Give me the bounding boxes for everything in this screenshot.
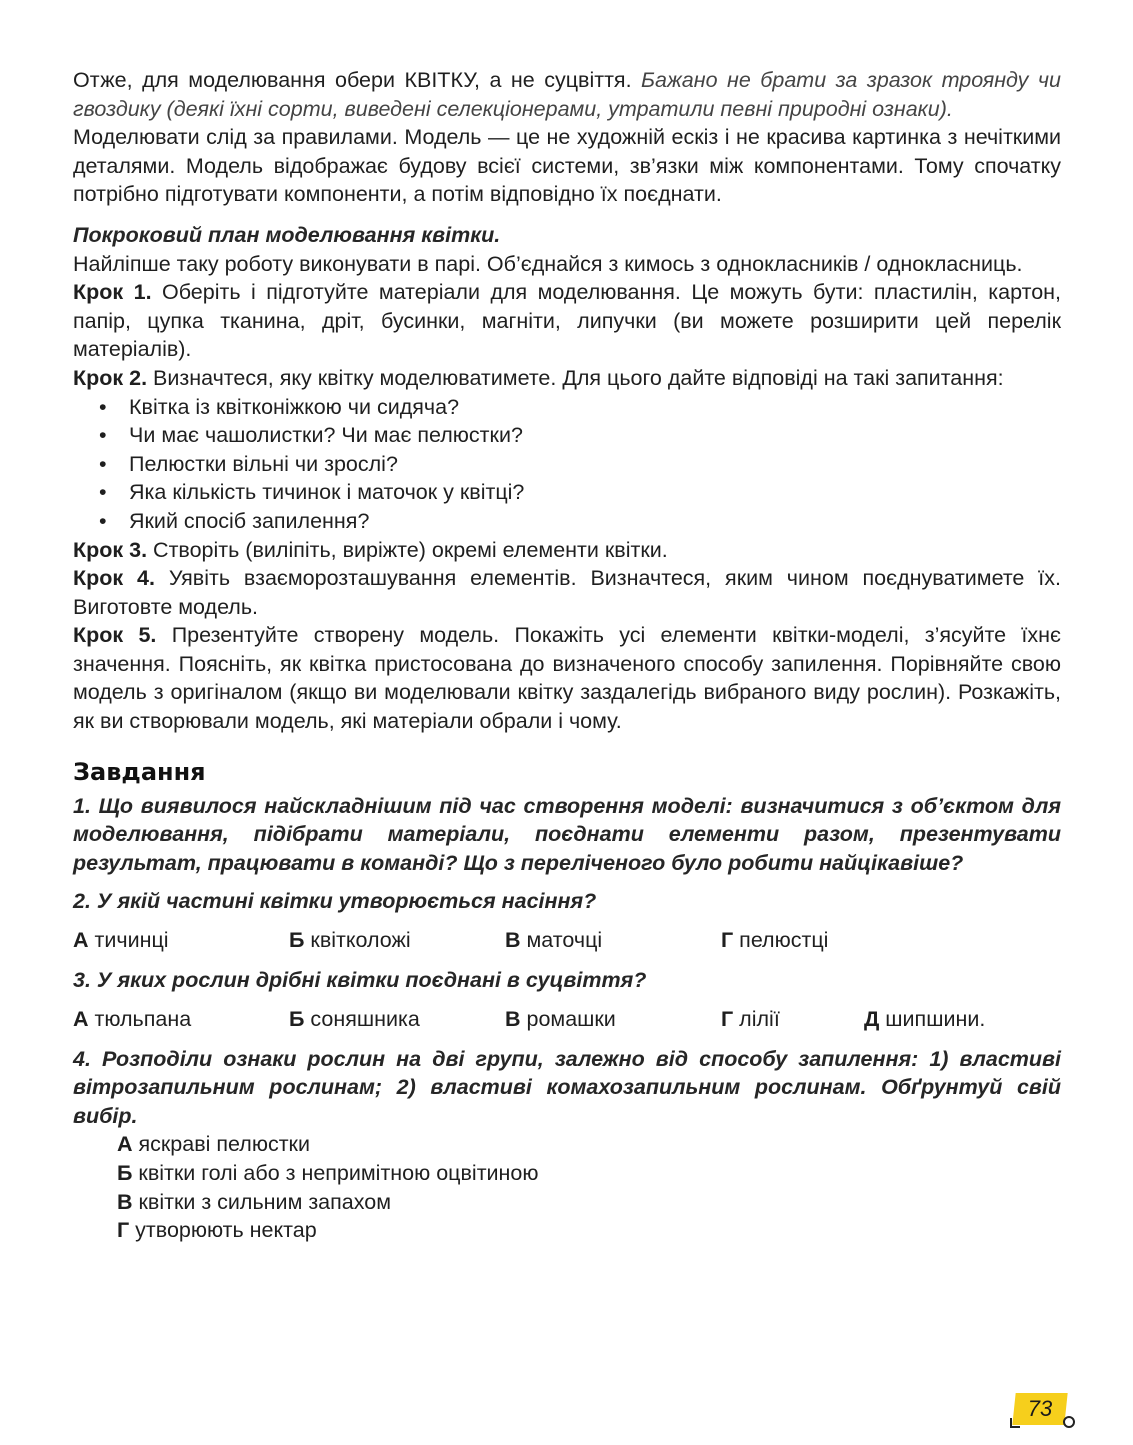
list-item: • Квітка із квітконіжкою чи сидяча?: [99, 393, 1061, 422]
step-2: [73, 364, 1061, 393]
answer-option: А яскраві пелюстки: [117, 1132, 310, 1157]
task-2: 2. У якій частині квітки утворюється насіння?: [73, 889, 597, 914]
step-5: [73, 621, 1061, 735]
step-3: [73, 536, 1061, 565]
page-number-badge: [1012, 1393, 1067, 1425]
list-item: • Пелюстки вільні чи зрослі?: [99, 450, 1061, 479]
page-content: [73, 66, 1061, 1245]
step-4-label: Крок 4.: [73, 566, 155, 591]
step-4-text: Уявіть взаєморозташування елементів. Визначтеся, яким чином поєднуватимете їх. Виготовте модель.: [73, 566, 1061, 619]
tasks-heading: Завдання: [73, 757, 206, 786]
plan-intro: Найліпше таку роботу виконувати в парі. Об’єднайся з кимось з однокласників / однокласниць.: [73, 251, 1023, 276]
task-1: 1. Що виявилося найскладнішим під час створення моделі: визначитися з об’єктом для моделювання, підібрати матеріали, поєднати елементи разом, презентувати результат, працювати в команді? Що з переліченого було робити найцікавіше?: [73, 793, 1061, 875]
modeling-rules-paragraph: Моделювати слід за правилами. Модель — це не художній ескіз і не красива картинка з нечіткими деталями. Модель відображає будову всієї системи, зв’язки між компонентами. Тому спочатку потрібно підготувати компоненти, а потім відповідно їх поєднати.: [73, 125, 1061, 207]
list-item: • Який спосіб запилення?: [99, 507, 1061, 536]
task-3: 3. У яких рослин дрібні квітки поєднані в суцвіття?: [73, 968, 647, 993]
answer-option: Д шипшини.: [864, 1006, 986, 1031]
answer-option: В ромашки: [505, 1006, 616, 1031]
step-2-text: Визначтеся, яку квітку моделюватимете. Для цього дайте відповіді на такі запитання:: [147, 365, 1004, 390]
task-3-options: [73, 1005, 1061, 1035]
answer-option: Б квітки голі або з непримітною оцвітиною: [117, 1161, 539, 1185]
intro-text: Отже, для моделювання обери КВІТКУ, а не суцвіття.: [73, 68, 642, 92]
task-2-options: [73, 926, 1061, 956]
answer-option: Б квітколожі: [289, 928, 411, 953]
step-1: [73, 278, 1061, 364]
answer-option: А тичинці: [73, 928, 169, 953]
step-3-label: Крок 3.: [73, 537, 148, 562]
step-1-text: Оберіть і підготуйте матеріали для моделювання. Це можуть бути: пластилін, картон, папір, цупка тканина, дріт, бусинки, магніти, липучки (ви можете розширити цей перелік матеріалів).: [73, 280, 1061, 362]
plan-heading: Покроковий план моделювання квітки.: [73, 222, 501, 247]
answer-option: В квітки з сильним запахом: [117, 1189, 391, 1214]
answer-option: А тюльпана: [73, 1006, 192, 1031]
step-3-text: Створіть (виліпіть, виріжте) окремі елементи квітки.: [147, 537, 668, 562]
step-5-text: Презентуйте створену модель. Покажіть усі елементи квітки-моделі, з’ясуйте їхнє значення. Поясніть, як квітка пристосована до визначеного способу запилення. Порівняйте свою модель з оригіналом (якщо ви моделювали квітку заздалегідь вибраного виду рослин). Розкажіть, як ви створювали модель, які матеріали обрали і чому.: [73, 623, 1062, 734]
step-1-label: Крок 1.: [73, 280, 152, 305]
step-4: [73, 564, 1061, 621]
list-item: • Чи має чашолистки? Чи має пелюстки?: [99, 421, 1061, 450]
answer-option: Г пелюстці: [721, 928, 829, 953]
answer-option: Г утворюють нектар: [117, 1218, 317, 1243]
step-5-label: Крок 5.: [73, 623, 157, 648]
circle-mark-icon: [1063, 1416, 1075, 1428]
question-list: [73, 393, 1061, 536]
step-2-label: Крок 2.: [73, 365, 148, 390]
page-number: 73: [1027, 1396, 1053, 1421]
answer-option: В маточці: [505, 928, 603, 953]
corner-mark-icon: [1010, 1418, 1020, 1428]
task-4: 4. Розподіли ознаки рослин на дві групи, залежно від способу запилення: 1) властиві вітрозапильним рослинам; 2) властиві комахозапильним рослинам. Обґрунтуй свій вибір.: [73, 1046, 1061, 1128]
intro-note: Бажано не брати за зразок троянду чи гвоздику (деякі їхні сорти, виведені селекціонерами, утратили певні природні ознаки).: [73, 68, 1061, 121]
answer-option: Б соняшника: [289, 1006, 420, 1031]
answer-option: Г лілії: [721, 1006, 780, 1031]
task-4-options: [73, 1130, 1061, 1244]
intro-paragraph: [73, 66, 1061, 123]
list-item: • Яка кількість тичинок і маточок у квітці?: [99, 478, 1061, 507]
